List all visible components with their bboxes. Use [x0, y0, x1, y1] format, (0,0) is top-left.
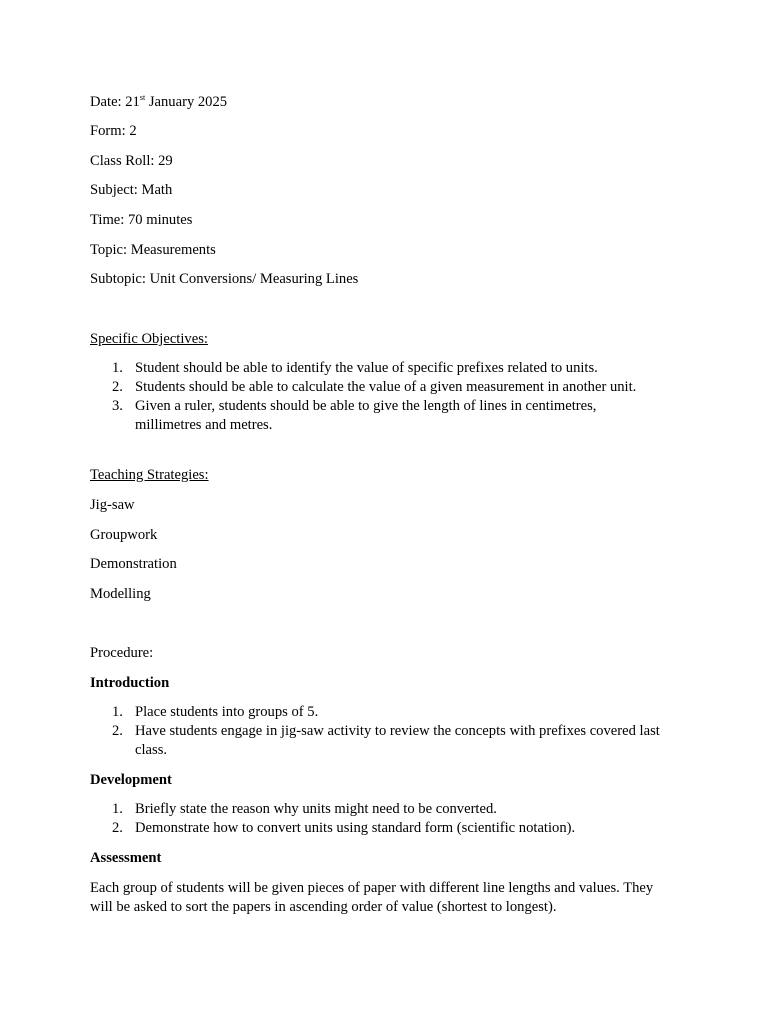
- list-number: 2.: [112, 379, 123, 395]
- development-text: Demonstrate how to convert units using standard form (scientific notation).: [135, 820, 576, 836]
- procedure-label: Procedure:: [90, 645, 154, 661]
- strategy-item: Jig-saw: [90, 497, 135, 513]
- objectives-heading: Specific Objectives:: [90, 331, 208, 347]
- list-number: 2.: [112, 723, 123, 739]
- list-number: 2.: [112, 820, 123, 836]
- objective-text: millimetres and metres.: [135, 417, 273, 433]
- introduction-text: Place students into groups of 5.: [135, 704, 319, 720]
- development-text: Briefly state the reason why units might need to be converted.: [135, 801, 497, 817]
- subject-line: Subject: Math: [90, 182, 173, 198]
- date-label: Date: 21: [90, 94, 140, 110]
- list-number: 3.: [112, 398, 123, 414]
- assessment-text-line: will be asked to sort the papers in ascending order of value (shortest to longest).: [90, 899, 557, 915]
- strategies-heading: Teaching Strategies:: [90, 467, 209, 483]
- development-heading: Development: [90, 772, 172, 788]
- date-rest: January 2025: [145, 94, 228, 110]
- strategy-item: Groupwork: [90, 527, 158, 543]
- subtopic-line: Subtopic: Unit Conversions/ Measuring Lines: [90, 271, 359, 287]
- topic-line: Topic: Measurements: [90, 242, 216, 258]
- strategy-item: Modelling: [90, 586, 151, 602]
- assessment-heading: Assessment: [90, 850, 162, 866]
- strategy-item: Demonstration: [90, 556, 177, 572]
- class-roll-line: Class Roll: 29: [90, 153, 173, 169]
- introduction-text: class.: [135, 742, 168, 758]
- objective-text: Student should be able to identify the value of specific prefixes related to units.: [135, 360, 598, 376]
- date-line: [90, 93, 227, 112]
- introduction-heading: Introduction: [90, 675, 170, 691]
- objective-text: Given a ruler, students should be able to give the length of lines in centimetres,: [135, 398, 597, 414]
- list-number: 1.: [112, 360, 123, 376]
- objective-text: Students should be able to calculate the value of a given measurement in another unit.: [135, 379, 637, 395]
- form-line: Form: 2: [90, 123, 137, 139]
- introduction-text: Have students engage in jig-saw activity to review the concepts with prefixes covered last: [135, 723, 660, 739]
- time-line: Time: 70 minutes: [90, 212, 193, 228]
- date-ordinal: st: [139, 93, 146, 103]
- list-number: 1.: [112, 801, 123, 817]
- list-number: 1.: [112, 704, 123, 720]
- assessment-text-line: Each group of students will be given pieces of paper with different line lengths and values. They: [90, 880, 654, 896]
